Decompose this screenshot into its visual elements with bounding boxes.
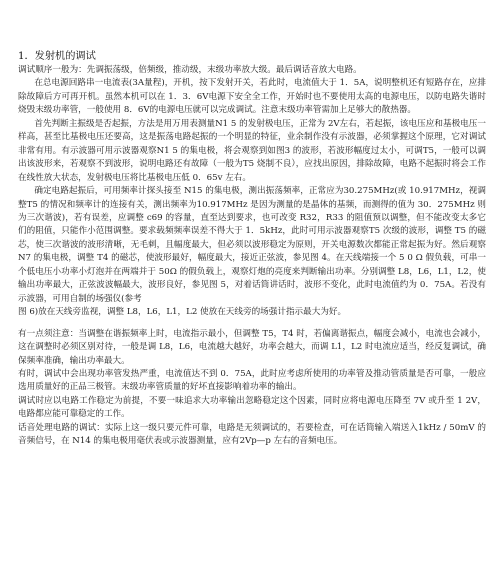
paragraph: 调试时应以电路工作稳定为前提，不要一味追求大功率输出忽略稳定这个因素，同时应将电源电压降至 7V 或升至 1 2V，电路都应能可靠稳定的工作。 bbox=[18, 395, 486, 420]
paragraph: 调试顺序一般为：先调振荡级，倍频级，推动级，末级功率放大级。最后调话音放大电路。 bbox=[18, 65, 362, 75]
paragraph: 话音处理电路的调试：实际上这一级只要元件可靠，电路是无须调试的，若要检查，可在话筒输入端送入1kHz / 50mV 的音频信号，在 N14 的集电极用毫伏表或示波器测量，应有2Vp—p 左右的音频电压。 bbox=[18, 422, 486, 447]
paragraph: 在总电源回路串一电流表(3A量程)，开机，按下发射开关，若此时，电流值大于 1．5A，说明整机还有短路存在，应排除故障后方可再开机。虽然本机可以在 1．3．6V电源下安全全工作，开始时也不要使用太高的电源电压，以防电路失谐时烧毁末级功率管，一般使用 8．6V的电源电压就可以完成调试。注意末级功率管需加上足够大的散热器。 bbox=[18, 78, 486, 116]
section-heading: 1．发射机的调试 bbox=[18, 51, 96, 62]
paragraph: 确定电路起振后，可用频率计探头接至 N15 的集电极，测出振荡频率，正常应为30.275MHz(或 10.917MHz，视调整T5 的情况和频率计的连接有关，测出频率为10.917MHz 是因为测量的是晶体的基频，而测得的值为 30．275MHz 则为三次谐波)，若有误差，应调整 c69 的容量，直至达到要求，也可改变 R32，R33 的阻值预以调整，但不能改变太多它们的阻值，只能作小范围调整。要求载频频率误差不得大于 1．5kHz，此时可用示波器观察T5 次级的波形，调整 T5 的磁芯，使三次谐波的波形清晰，无毛刺，且幅度最大，但必须以波形稳定为原则，开关电源数次都能正常起振为好。然后观察 N7 的集电极，调整 T4 的磁芯，使波形最好，幅度最大，接近正弦波，参见图 4。在天线端接一个 5 0 Ω 假负载，可串一个低电压小功率小灯泡并在两端并于 50Ω 的假负载上，观察灯炮的亮度来判断输出功率。分别调整 L8，L6，L1，L2，使输出功率最大，正弦波波幅最大，波形良好，参见图 5，对着话筒讲话时，波形不变化，此时电流值约为 0．75A。若没有示波器，可用自制的场强仪(参考 bbox=[18, 186, 486, 304]
document-body bbox=[18, 50, 486, 449]
paragraph-gap bbox=[18, 320, 486, 328]
paragraph: 首先判断主振级是否起振，方法是用万用表测量N1 5 的发射极电压，正常为 2V左右，若起振，该电压应和基极电压一样高，甚至比基极电压还要高，这是振荡电路起振的一个明显的特征，业余制作没有示波器，必须掌握这个原理，它对调试非常有用。有示波器可用示波器观察N1 5 的集电极，将会观察到如图3 的波形，若波形幅度过太小，可调T5，一般可以调出该波形来，若观察不到波形，说明电路还有故障（一般为T5 烧制不良），应找出原因，排除故障，电路不起振时将会工作在线性放大状态，发射极电压将比基极电压低 0．65v 左右。 bbox=[18, 118, 486, 183]
paragraph-group-1 bbox=[18, 64, 486, 320]
paragraph-group-2 bbox=[18, 328, 486, 449]
paragraph: 有时，调试中会出现功率管发热严重，电流值达不到 0．75A，此时应考虑所使用的功率管及推动管质量是否可靠，一般应选用质量好的正品三极管。末级功率管质量的好坏直接影响着功率的输出。 bbox=[18, 368, 486, 393]
paragraph: 图 6)放在天线旁监视，调整 L8，L6，L1，L2 使放在天线旁的场强计指示最大为好。 bbox=[18, 307, 347, 318]
paragraph: 有一点须注意：当调整在谐振频率上时，电流指示最小，但调整 T5，T4 时，若偏离谐振点，幅度会减小，电流也会减小，这在调整时必须区别对待，一般是调 L8，L6，电流越大越好，功率会越大，而调 L1，L2 时电流应适当，经反复调试，确保频率准确，输出功率最大。 bbox=[18, 328, 486, 366]
